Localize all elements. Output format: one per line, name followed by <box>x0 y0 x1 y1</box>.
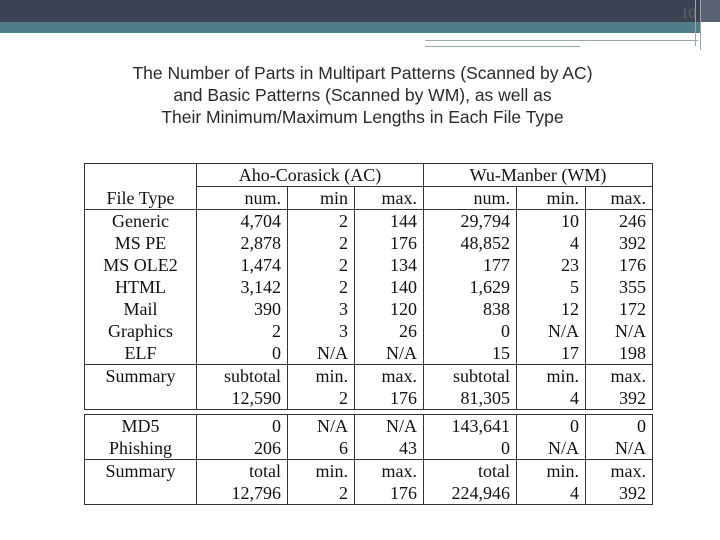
slide-header-bar <box>0 0 700 22</box>
row-value: 4 <box>517 232 586 254</box>
row-value: 0 <box>424 437 517 460</box>
row-value: 15 <box>424 342 517 365</box>
row-value: 2 <box>288 232 355 254</box>
total-cell: min. <box>288 460 355 483</box>
summary-value: 12,590 <box>197 387 288 410</box>
row-value: 176 <box>355 232 424 254</box>
total-value: 392 <box>586 482 653 505</box>
row-value: 29,794 <box>424 210 517 233</box>
row-value: 134 <box>355 254 424 276</box>
summary-value: 176 <box>355 387 424 410</box>
row-value: 1,474 <box>197 254 288 276</box>
row-file-type: Mail <box>85 298 197 320</box>
row-file-type: ELF <box>85 342 197 365</box>
row-value: 177 <box>424 254 517 276</box>
group-header-ac: Aho-Corasick (AC) <box>197 164 424 187</box>
group-header-wm: Wu-Manber (WM) <box>424 164 653 187</box>
row-value: 392 <box>586 232 653 254</box>
row-value: 246 <box>586 210 653 233</box>
total-label-blank <box>85 482 197 505</box>
row-value: 1,629 <box>424 276 517 298</box>
total-value: 224,946 <box>424 482 517 505</box>
total-label: Summary <box>85 460 197 483</box>
decorative-line <box>700 0 701 50</box>
total-value: 2 <box>288 482 355 505</box>
row-file-type: MS OLE2 <box>85 254 197 276</box>
row-value: 206 <box>197 437 288 460</box>
total-value: 12,796 <box>197 482 288 505</box>
row-value: 198 <box>586 342 653 365</box>
row-value: 10 <box>517 210 586 233</box>
row-value: 144 <box>355 210 424 233</box>
summary-cell: max. <box>355 365 424 388</box>
row-value: 0 <box>197 342 288 365</box>
row-file-type: MS PE <box>85 232 197 254</box>
row-value: N/A <box>355 342 424 365</box>
header-wm-num: num. <box>424 187 517 210</box>
summary-cell: subtotal <box>197 365 288 388</box>
header-ac-max: max. <box>355 187 424 210</box>
extra-type-rows <box>85 415 653 460</box>
row-file-type: Phishing <box>85 437 197 460</box>
row-value: 0 <box>424 320 517 342</box>
row-value: 6 <box>288 437 355 460</box>
summary-cell: min. <box>517 365 586 388</box>
row-value: 26 <box>355 320 424 342</box>
row-value: 43 <box>355 437 424 460</box>
total-value: 4 <box>517 482 586 505</box>
row-value: 2 <box>288 210 355 233</box>
header-wm-max: max. <box>586 187 653 210</box>
pattern-table <box>84 163 653 505</box>
row-value: 2 <box>197 320 288 342</box>
row-value: 2,878 <box>197 232 288 254</box>
summary-label-blank <box>85 387 197 410</box>
summary-value: 4 <box>517 387 586 410</box>
row-file-type: MD5 <box>85 415 197 438</box>
header-file-type: File Type <box>85 187 197 210</box>
row-value: 143,641 <box>424 415 517 438</box>
row-file-type: HTML <box>85 276 197 298</box>
row-value: N/A <box>288 415 355 438</box>
row-value: N/A <box>517 437 586 460</box>
row-value: 176 <box>586 254 653 276</box>
summary-value: 81,305 <box>424 387 517 410</box>
slide-accent-band <box>0 22 700 33</box>
row-value: 17 <box>517 342 586 365</box>
row-value: 0 <box>517 415 586 438</box>
file-type-rows <box>85 210 653 365</box>
row-value: 120 <box>355 298 424 320</box>
table-row <box>85 298 653 320</box>
table-row <box>85 320 653 342</box>
row-file-type: Graphics <box>85 320 197 342</box>
row-value: 3 <box>288 298 355 320</box>
slide-header-bar-end <box>700 0 720 22</box>
table-row <box>85 415 653 438</box>
table-caption <box>80 62 645 128</box>
row-value: 2 <box>288 276 355 298</box>
row-value: N/A <box>355 415 424 438</box>
header-ac-num: num. <box>197 187 288 210</box>
decorative-line <box>425 46 580 47</box>
row-value: N/A <box>288 342 355 365</box>
total-cell: max. <box>355 460 424 483</box>
row-value: 23 <box>517 254 586 276</box>
summary-label: Summary <box>85 365 197 388</box>
row-value: 48,852 <box>424 232 517 254</box>
row-value: 5 <box>517 276 586 298</box>
row-value: N/A <box>517 320 586 342</box>
table-row <box>85 276 653 298</box>
row-value: 140 <box>355 276 424 298</box>
header-wm-min: min. <box>517 187 586 210</box>
total-cell: total <box>197 460 288 483</box>
caption-line: Their Minimum/Maximum Lengths in Each File Type <box>161 107 564 127</box>
total-cell: total <box>424 460 517 483</box>
table-row <box>85 437 653 460</box>
summary-cell: max. <box>586 365 653 388</box>
decorative-line <box>425 40 698 41</box>
summary-value: 2 <box>288 387 355 410</box>
row-value: 2 <box>288 254 355 276</box>
row-value: 0 <box>197 415 288 438</box>
row-value: 0 <box>586 415 653 438</box>
row-value: 838 <box>424 298 517 320</box>
row-value: 3 <box>288 320 355 342</box>
total-value: 176 <box>355 482 424 505</box>
row-value: 4,704 <box>197 210 288 233</box>
summary-cell: min. <box>288 365 355 388</box>
page-number: 10 <box>681 6 696 22</box>
row-value: 12 <box>517 298 586 320</box>
row-value: 172 <box>586 298 653 320</box>
summary-cell: subtotal <box>424 365 517 388</box>
row-file-type: Generic <box>85 210 197 233</box>
table-row <box>85 342 653 365</box>
caption-line: and Basic Patterns (Scanned by WM), as well as <box>173 85 552 105</box>
table-row <box>85 210 653 233</box>
total-cell: max. <box>586 460 653 483</box>
row-value: N/A <box>586 437 653 460</box>
row-value: 390 <box>197 298 288 320</box>
total-cell: min. <box>517 460 586 483</box>
summary-value: 392 <box>586 387 653 410</box>
table-row <box>85 232 653 254</box>
row-value: N/A <box>586 320 653 342</box>
header-ac-min: min <box>288 187 355 210</box>
row-value: 3,142 <box>197 276 288 298</box>
header-cell-empty <box>85 164 197 187</box>
row-value: 355 <box>586 276 653 298</box>
table-row <box>85 254 653 276</box>
caption-line: The Number of Parts in Multipart Patterns (Scanned by AC) <box>132 63 593 83</box>
